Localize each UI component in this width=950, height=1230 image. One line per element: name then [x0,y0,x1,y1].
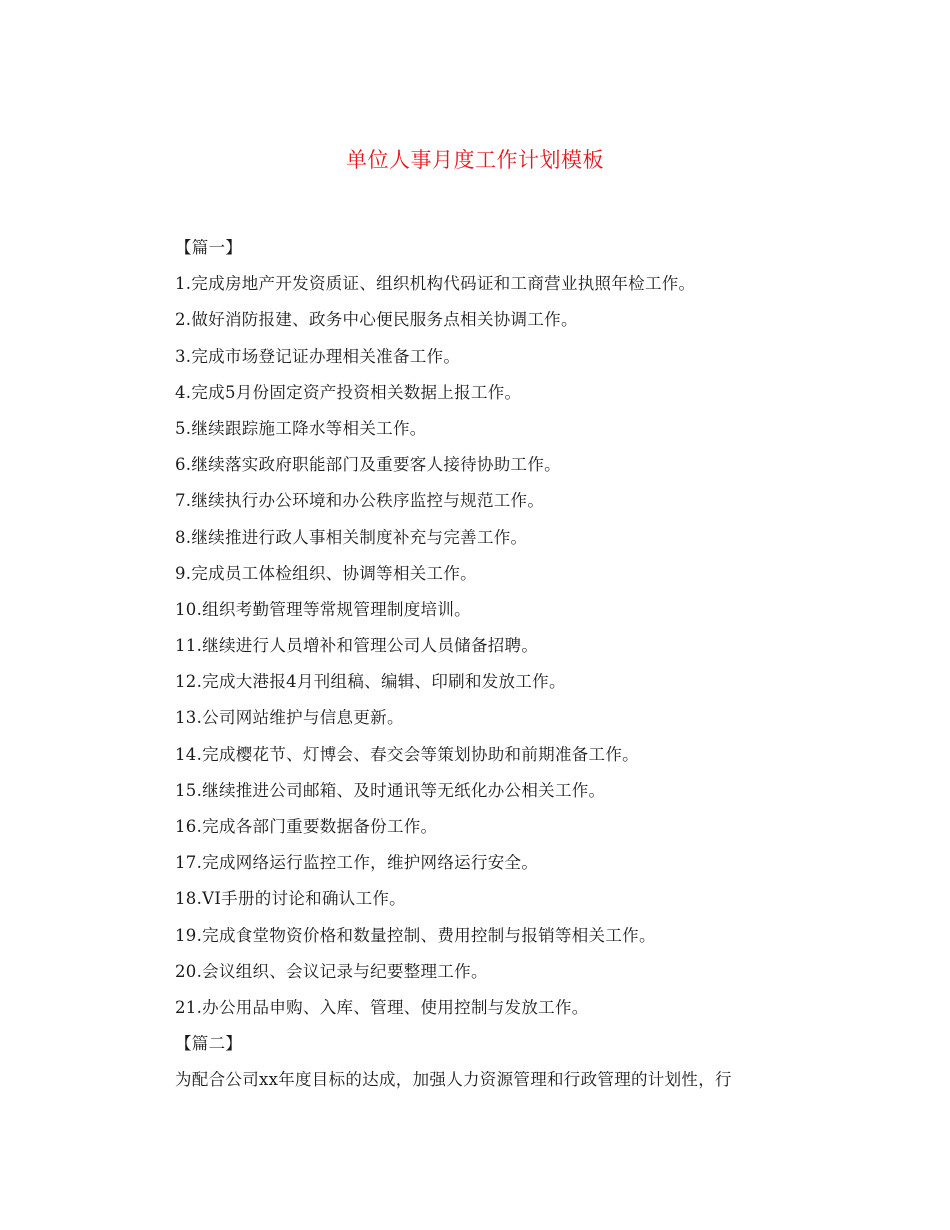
list-item: 12.完成大港报4月刊组稿、编辑、印刷和发放工作。 [175,672,566,692]
section-heading-1: 【篇一】 [175,238,243,257]
list-item: 10.组织考勤管理等常规管理制度培训。 [175,599,471,619]
document-title: 单位人事月度工作计划模板 [346,148,604,172]
list-item: 15.继续推进公司邮箱、及时通讯等无纸化办公相关工作。 [175,780,606,800]
list-item: 5.继续跟踪施工降水等相关工作。 [175,418,427,438]
list-item: 13.公司网站维护与信息更新。 [175,708,404,728]
list-item: 21.办公用品申购、入库、管理、使用控制与发放工作。 [175,997,589,1017]
list-item: 1.完成房地产开发资质证、组织机构代码证和工商营业执照年检工作。 [175,274,696,294]
list-item: 8.继续推进行政人事相关制度补充与完善工作。 [175,527,528,547]
list-item: 3.完成市场登记证办理相关准备工作。 [175,346,461,366]
list-item: 18.VI手册的讨论和确认工作。 [175,889,406,909]
list-item: 4.完成5月份固定资产投资相关数据上报工作。 [175,382,522,402]
list-item: 16.完成各部门重要数据备份工作。 [175,817,438,836]
list-item: 7.继续执行办公环境和办公秩序监控与规范工作。 [175,491,545,511]
list-item: 11.继续进行人员增补和管理公司人员储备招聘。 [175,636,539,656]
list-item: 6.继续落实政府职能部门及重要客人接待协助工作。 [175,455,561,475]
list-item: 9.完成员工体检组织、协调等相关工作。 [175,563,477,583]
list-item: 19.完成食堂物资价格和数量控制、费用控制与报销等相关工作。 [175,925,656,945]
list-item: 2.做好消防报建、政务中心便民服务点相关协调工作。 [175,310,578,330]
document-body [175,230,815,1099]
list-item: 14.完成樱花节、灯博会、春交会等策划协助和前期准备工作。 [175,744,639,764]
section-heading-2: 【篇二】 [175,1034,243,1054]
list-item: 20.会议组织、会议记录与纪要整理工作。 [175,961,488,981]
section-1-list [175,266,815,1026]
list-item: 17.完成网络运行监控工作，维护网络运行安全。 [175,853,539,873]
section-2-paragraph: 为配合公司xx年度目标的达成，加强人力资源管理和行政管理的计划性，行 [175,1070,732,1090]
